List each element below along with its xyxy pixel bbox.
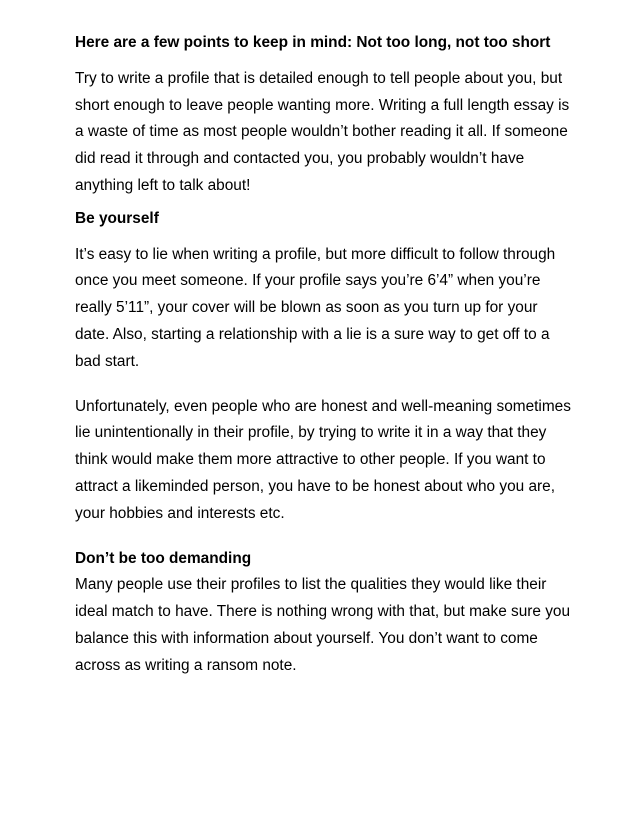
paragraph-demanding: Many people use their profiles to list the qualities they would like their ideal match to have. There is nothing wrong with that, but make sure you balance this with information about yourself. You don’t want to come across as writing a ransom note. xyxy=(75,576,571,674)
paragraph-be-yourself-2: Unfortunately, even people who are honest and well-meaning sometimes lie unintentionally in their profile, by trying to write it in a way that they think would make them more attractive to other people. If you want to attract a likeminded person, you have to be honest about who you are, your hobbies and interests etc. xyxy=(75,397,571,522)
section-heading-length: Here are a few points to keep in mind: Not too long, not too short xyxy=(75,34,551,51)
paragraph-length: Try to write a profile that is detailed enough to tell people about you, but short enough to leave people wanting more. Writing a full length essay is a waste of time as most people wouldn’t bother reading it all. If someone did read it through and contacted you, you probably wouldn’t have anything left to talk about! xyxy=(75,69,570,194)
paragraph-be-yourself-1: It’s easy to lie when writing a profile, but more difficult to follow through once you meet someone. If your profile says you’re 6’4” when you’re really 5’11”, your cover will be blown as soon as you turn up for your date. Also, starting a relationship with a lie is a sure way to get off to a bad start. xyxy=(75,245,556,370)
section-heading-demanding: Don’t be too demanding xyxy=(75,549,252,567)
document-body xyxy=(75,30,575,680)
section-heading-be-yourself: Be yourself xyxy=(75,209,159,227)
